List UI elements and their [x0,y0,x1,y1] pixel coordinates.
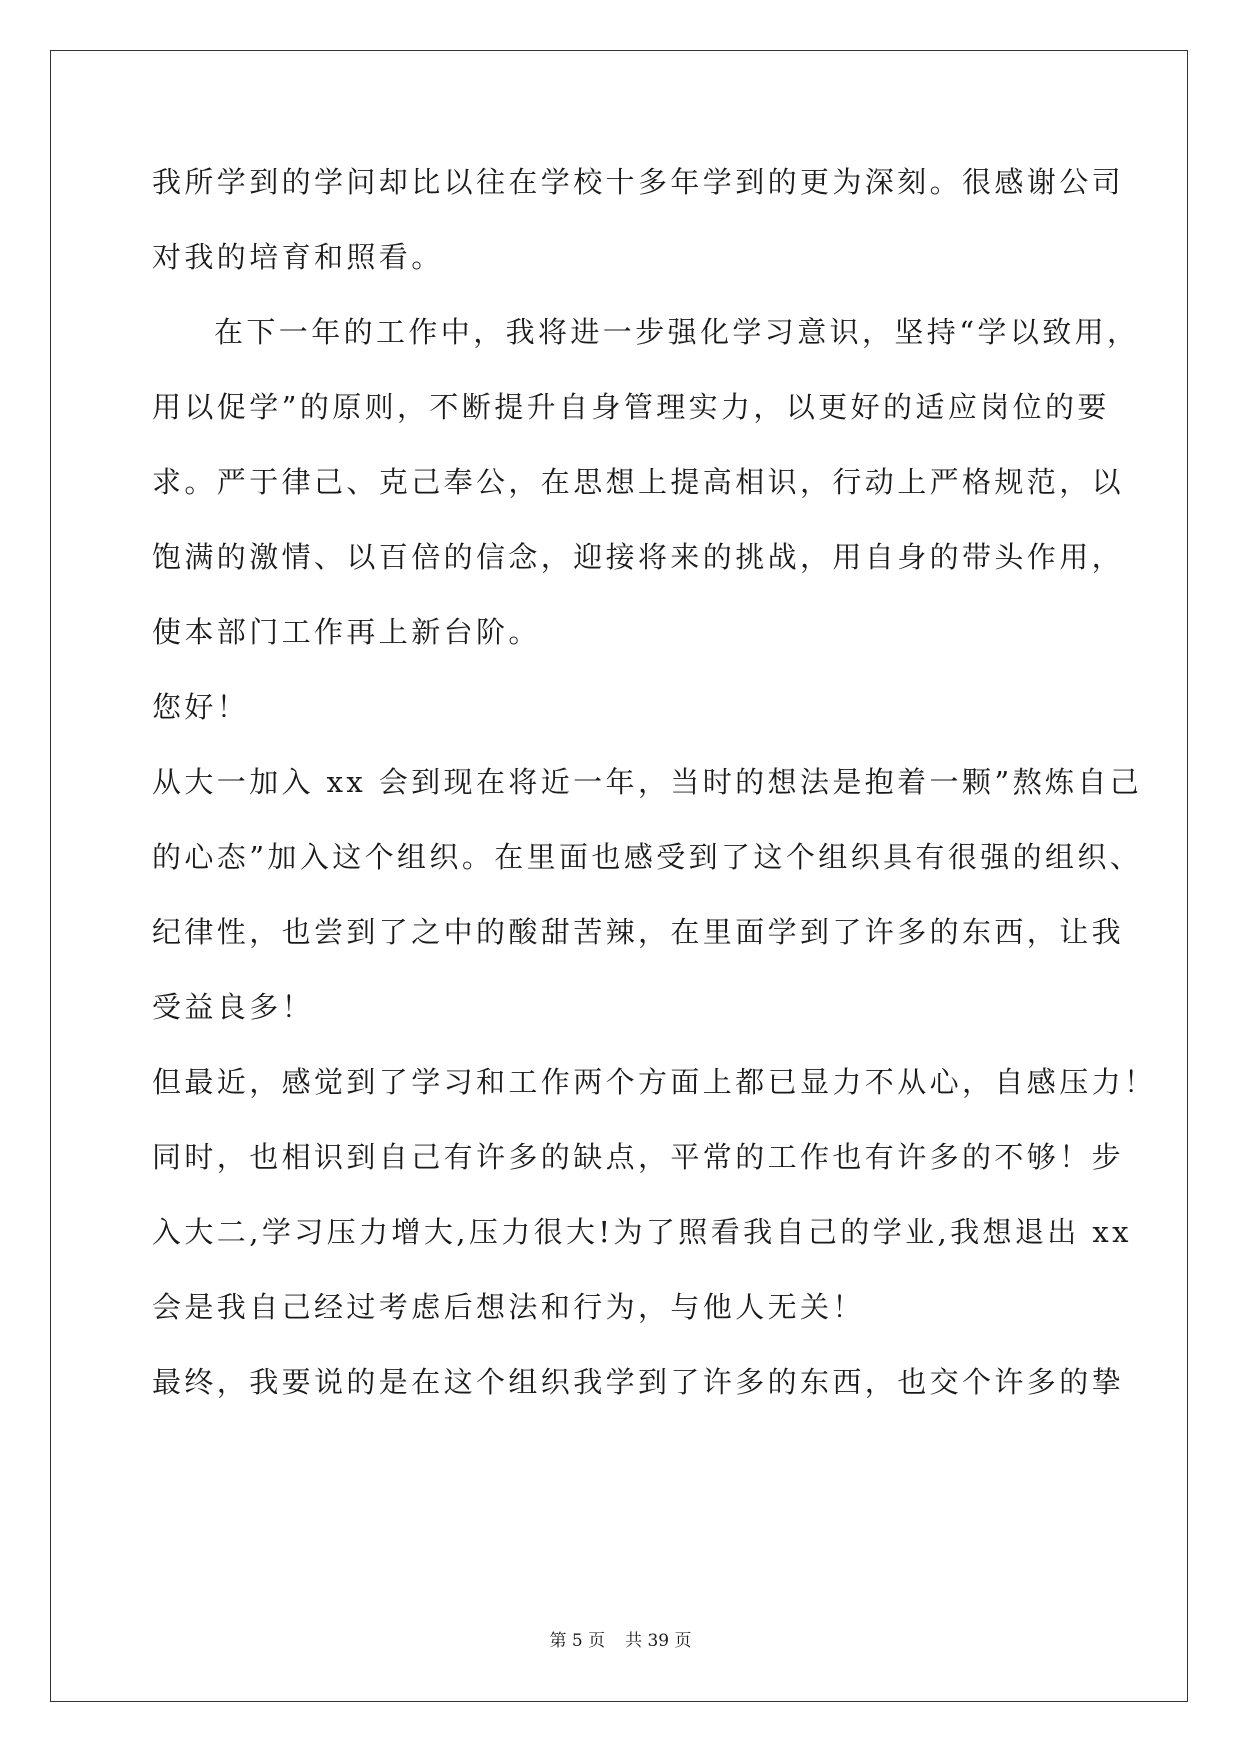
page-footer [0,1630,1241,1652]
text-line-12: 受益良多！ [152,990,315,1024]
text-line-8: 您好！ [152,690,250,724]
total-pages: 共 39 页 [625,1631,692,1651]
text-line-17: 最终，我要说的是在这个组织我学到了许多的东西，也交个许多的挚 [152,1365,1125,1399]
text-line-1: 我所学到的学问却比以往在学校十多年学到的更为深刻。很感谢公司 [152,165,1125,199]
text-line-16: 会是我自己经过考虑后想法和行为，与他人无关！ [152,1290,865,1324]
text-line-3: 在下一年的工作中，我将进一步强化学习意识，坚持“学以致用， [214,315,1140,349]
page-number: 第 5 页 [549,1631,606,1651]
text-line-14: 同时，也相识到自己有许多的缺点，平常的工作也有许多的不够！步 [152,1140,1125,1174]
text-line-15: 入大二,学习压力增大,压力很大!为了照看我自己的学业,我想退出 xx [152,1215,1132,1249]
text-line-7: 使本部门工作再上新台阶。 [152,615,541,649]
text-line-2: 对我的培育和照看。 [152,240,444,274]
document-body [152,163,1157,1438]
text-line-11: 纪律性，也尝到了之中的酸甜苦辣，在里面学到了许多的东西，让我 [152,915,1125,949]
text-line-13: 但最近，感觉到了学习和工作两个方面上都已显力不从心，自感压力！ [152,1065,1157,1099]
text-line-5: 求。严于律己、克己奉公，在思想上提高相识，行动上严格规范，以 [152,465,1125,499]
text-line-6: 饱满的激情、以百倍的信念，迎接将来的挑战，用自身的带头作用， [152,540,1125,574]
text-line-10: 的心态”加入这个组织。在里面也感受到了这个组织具有很强的组织、 [152,840,1143,874]
text-line-4: 用以促学”的原则，不断提升自身管理实力，以更好的适应岗位的要 [152,390,1110,424]
text-line-9: 从大一加入 xx 会到现在将近一年，当时的想法是抱着一颗”熬炼自己 [152,765,1143,799]
